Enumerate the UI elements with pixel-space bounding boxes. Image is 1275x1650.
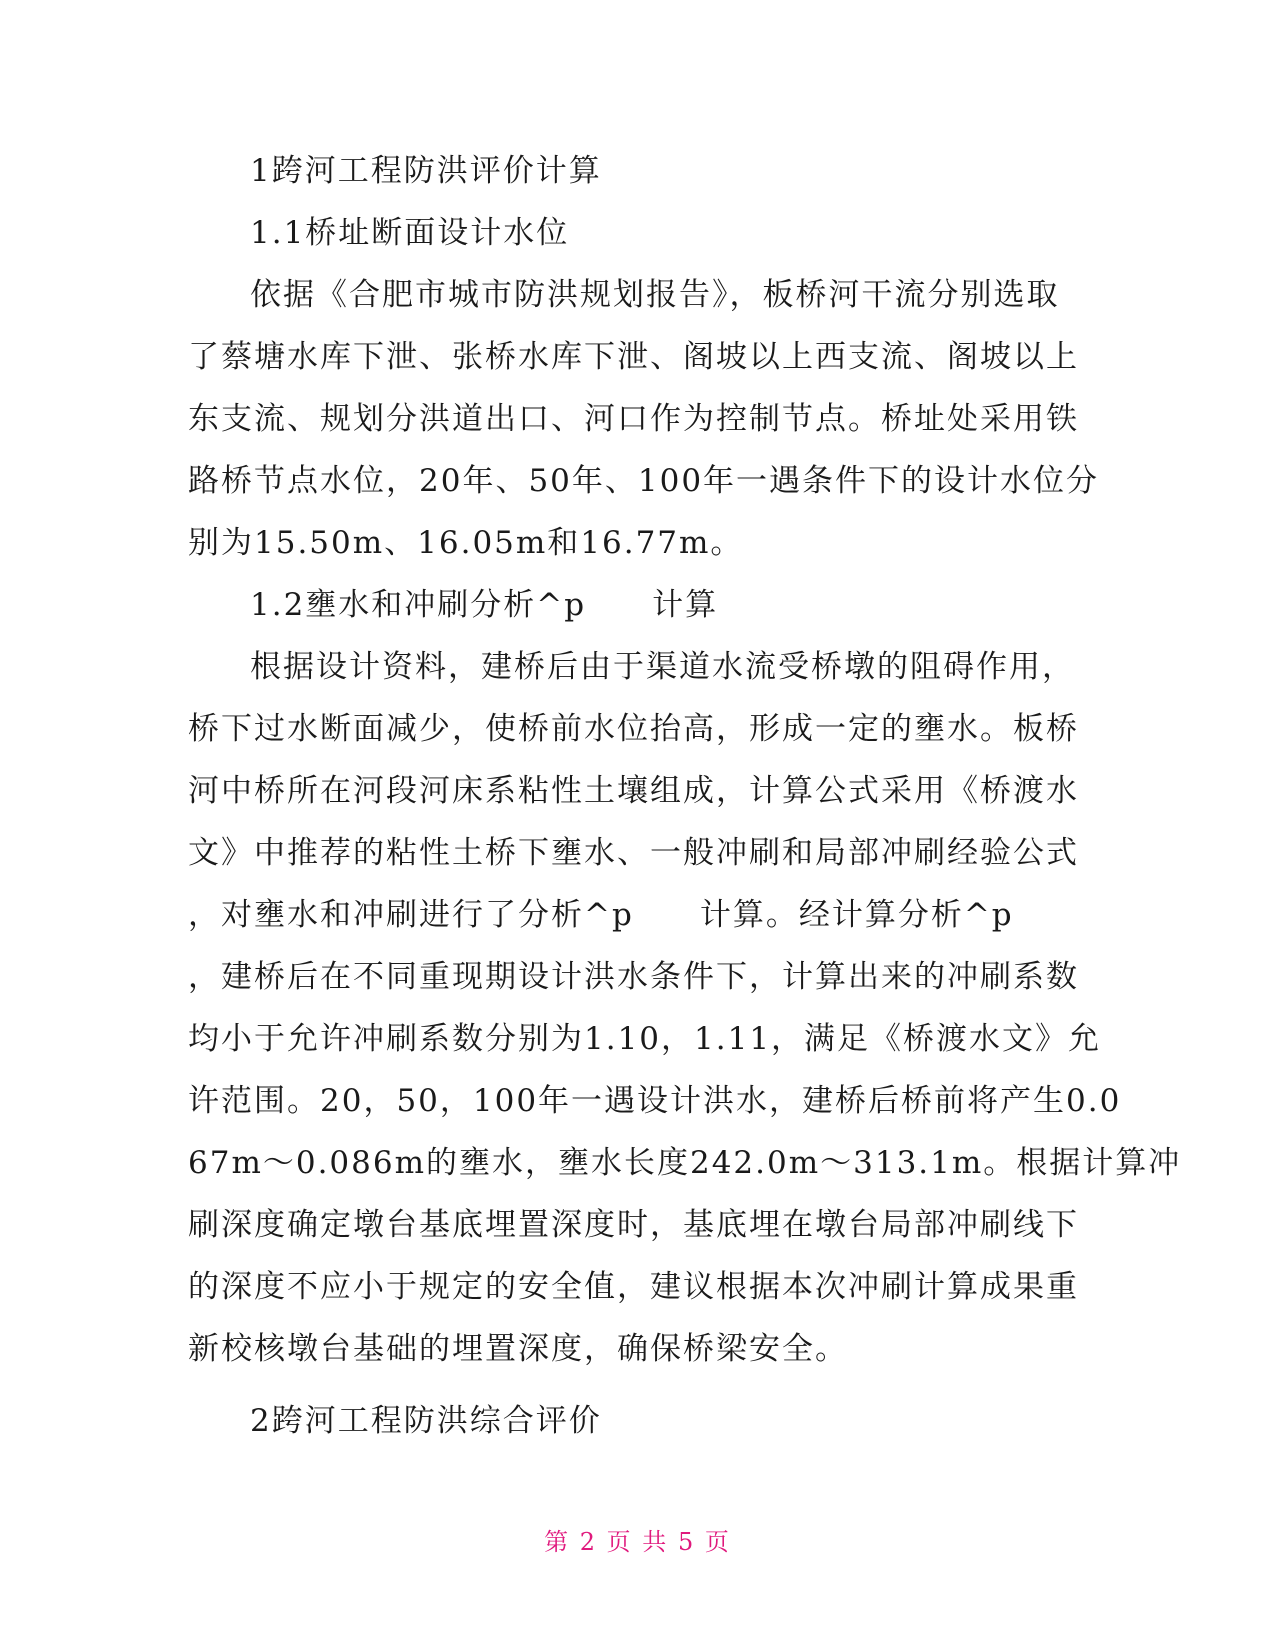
paragraph-line: 了蔡塘水库下泄、张桥水库下泄、阁坡以上西支流、阁坡以上 [188,339,1079,375]
paragraph-line: 文》中推荐的粘性土桥下壅水、一般冲刷和局部冲刷经验公式 [188,835,1079,871]
subsection-heading-1-2: 1.2壅水和冲刷分析^p 计算 [250,587,719,623]
paragraph-line: 新校核墩台基础的埋置深度，确保桥梁安全。 [188,1331,848,1367]
paragraph-line: 67m～0.086m的壅水，壅水长度242.0m～313.1m。根据计算冲 [188,1145,1182,1181]
paragraph-line: ，对壅水和冲刷进行了分析^p 计算。经计算分析^p [188,897,1014,933]
paragraph-line: 别为15.50m、16.05m和16.77m。 [188,525,744,561]
subsection-heading-1-1: 1.1桥址断面设计水位 [250,215,570,251]
paragraph-line: 东支流、规划分洪道出口、河口作为控制节点。桥址处采用铁 [188,401,1079,437]
paragraph-line: 桥下过水断面减少，使桥前水位抬高，形成一定的壅水。板桥 [188,711,1079,747]
document-body [188,140,1182,1452]
paragraph-line: 路桥节点水位，20年、50年、100年一遇条件下的设计水位分 [188,463,1100,499]
paragraph-line: 均小于允许冲刷系数分别为1.10，1.11，满足《桥渡水文》允 [188,1021,1102,1057]
paragraph-line: ，建桥后在不同重现期设计洪水条件下，计算出来的冲刷系数 [188,959,1079,995]
paragraph-backwater-scour [188,636,1182,1380]
spacer [188,1380,1088,1390]
paragraph-line: 根据设计资料，建桥后由于渠道水流受桥墩的阻碍作用， [250,649,1075,685]
page-number-footer: 第 2 页 共 5 页 [544,1528,731,1556]
section-heading-1: 1跨河工程防洪评价计算 [250,153,602,189]
paragraph-line: 刷深度确定墩台基底埋置深度时，基底埋在墩台局部冲刷线下 [188,1207,1079,1243]
paragraph-line: 许范围。20，50，100年一遇设计洪水，建桥后桥前将产生0.0 [188,1083,1122,1119]
paragraph-line: 河中桥所在河段河床系粘性土壤组成，计算公式采用《桥渡水 [188,773,1079,809]
paragraph-line: 的深度不应小于规定的安全值，建议根据本次冲刷计算成果重 [188,1269,1079,1305]
paragraph-design-water-level [188,264,1100,574]
paragraph-line: 依据《合肥市城市防洪规划报告》，板桥河干流分别选取 [250,277,1060,313]
section-heading-2: 2跨河工程防洪综合评价 [250,1403,602,1439]
